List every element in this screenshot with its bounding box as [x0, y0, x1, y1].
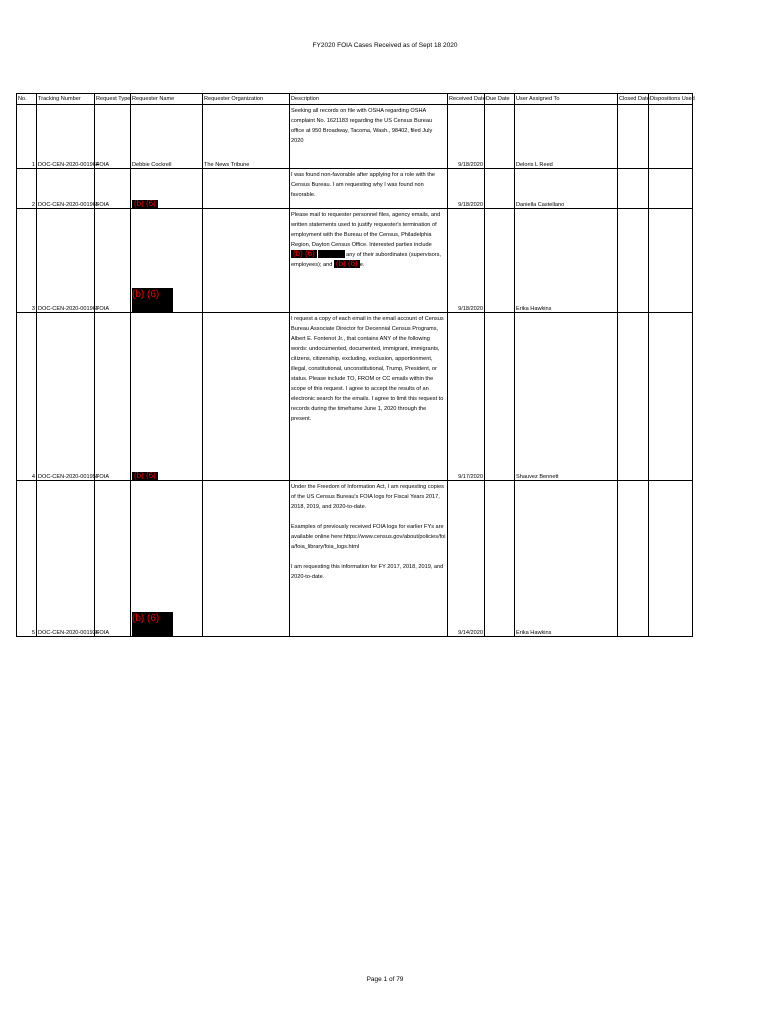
description-text: Seeking all records on file with OSHA regarding OSHA complaint No. 1621183 regarding the US Census Bureau office at 950 Broadway, Tacoma, Wash., 98402, filed July 2020	[291, 108, 433, 144]
requester-organization	[203, 481, 290, 637]
table-row	[17, 169, 693, 209]
col-received-date: Received Date	[448, 94, 485, 105]
row-number: 5	[17, 481, 37, 637]
request-type: FOIA	[95, 313, 131, 481]
closed-date	[618, 169, 649, 209]
request-type: FOIA	[95, 169, 131, 209]
due-date	[485, 313, 515, 481]
col-requester-name: Requester Name	[131, 94, 203, 105]
user-assigned: Erika Hawkins	[515, 209, 618, 313]
dispositions	[649, 481, 693, 637]
table-row	[17, 313, 693, 481]
tracking-number: DOC-CEN-2020-001964	[37, 105, 95, 169]
description-text: any of their subordinates (supervisors, employees); and	[291, 252, 441, 268]
col-closed-date: Closed Date	[618, 94, 649, 105]
description-text: e.	[359, 262, 365, 268]
redaction-box: (b) (6)	[335, 259, 358, 268]
row-number: 4	[17, 313, 37, 481]
description	[290, 209, 448, 313]
col-description: Description	[290, 94, 448, 105]
redaction-box: (b) (6)	[293, 249, 315, 258]
user-assigned: Daniella Castellano	[515, 169, 618, 209]
description	[290, 313, 448, 481]
requester-name	[131, 209, 203, 313]
received-date: 9/18/2020	[448, 209, 485, 313]
description-text: Under the Freedom of Information Act, I am requesting copies of the US Census Bureau's FOIA logs for Fiscal Years 2017, 2018, 2019, and 2020-to-date.	[291, 484, 444, 510]
dispositions	[649, 105, 693, 169]
foia-cases-table	[16, 93, 693, 637]
description-text: I request a copy of each email in the email account of Census Bureau Associate Director for Decennial Census Programs, Albert E. Fontenot Jr., that contains ANY of the following words: undocumented, documented, immigrant, immigrants, citizens, citizenship, excluding, exclusion, apportionment, illegal, constitutional, unconstitutional, Trump, President, or status. Please include TO, FROM or CC emails within the scope of this request. I agree to accept the results of an electronic search for the emails. I agree to limit this request to records during the timeframe June 1, 2020 through the present.	[291, 316, 444, 422]
requester-organization	[203, 209, 290, 313]
user-assigned: Erika Hawkins	[515, 481, 618, 637]
description	[290, 481, 448, 637]
redaction-box: (b) (6)	[132, 612, 173, 636]
header-row	[17, 94, 693, 105]
due-date	[485, 169, 515, 209]
requester-organization: The News Tribune	[203, 105, 290, 169]
col-user-assigned: User Assigned To	[515, 94, 618, 105]
requester-organization	[203, 169, 290, 209]
description-text: I am requesting this information for FY 2017, 2018, 2019, and 2020-to-date.	[291, 564, 444, 580]
col-dispositions: Dispositions Used	[649, 94, 693, 105]
row-number: 2	[17, 169, 37, 209]
col-no: No.	[17, 94, 37, 105]
due-date	[485, 105, 515, 169]
user-assigned: Shauvez Bennett	[515, 313, 618, 481]
dispositions	[649, 209, 693, 313]
document-title: FY2020 FOIA Cases Received as of Sept 18 2020	[312, 42, 458, 49]
received-date: 9/14/2020	[448, 481, 485, 637]
requester-name	[131, 169, 203, 209]
request-type: FOIA	[95, 481, 131, 637]
requester-name	[131, 481, 203, 637]
col-due-date: Due Date	[485, 94, 515, 105]
requester-name: Debbie Cockrell	[131, 105, 203, 169]
table-row	[17, 209, 693, 313]
closed-date	[618, 481, 649, 637]
closed-date	[618, 209, 649, 313]
closed-date	[618, 313, 649, 481]
description-text: I was found non-favorable after applying for a role with the Census Bureau. I am requesting why I was found non favorable.	[291, 172, 435, 198]
tracking-number: DOC-CEN-2020-001957	[37, 313, 95, 481]
dispositions	[649, 313, 693, 481]
page-number: Page 1 of 79	[366, 976, 404, 983]
received-date: 9/17/2020	[448, 313, 485, 481]
redaction-box: (b) (6)	[134, 471, 156, 480]
due-date	[485, 481, 515, 637]
col-request-type: Request Type	[95, 94, 131, 105]
due-date	[485, 209, 515, 313]
received-date: 9/18/2020	[448, 105, 485, 169]
description-text: Please mail to requester personnel files, agency emails, and written statements used to justify requester's termination of employment with the Bureau of the Census, Philadelphia Region, Dayton Census Office. Interested parties include	[291, 212, 441, 248]
col-requester-organization: Requester Organization	[203, 94, 290, 105]
tracking-number: DOC-CEN-2020-001965	[37, 169, 95, 209]
redaction-box: (b) (6)	[132, 288, 173, 312]
requester-name	[131, 313, 203, 481]
description	[290, 105, 448, 169]
redaction-box	[318, 250, 344, 258]
tracking-number: DOC-CEN-2020-001967	[37, 209, 95, 313]
table-row	[17, 105, 693, 169]
request-type: FOIA	[95, 209, 131, 313]
requester-organization	[203, 313, 290, 481]
table-row	[17, 481, 693, 637]
row-number: 1	[17, 105, 37, 169]
dispositions	[649, 169, 693, 209]
redaction-box: (b) (6)	[134, 199, 156, 208]
description	[290, 169, 448, 209]
request-type: FOIA	[95, 105, 131, 169]
user-assigned: Deloris L Reed	[515, 105, 618, 169]
closed-date	[618, 105, 649, 169]
description-text: Examples of previously received FOIA logs for earlier FYs are available online here:https://www.census.gov/about/policies/foia/foia_library/foia_logs.html	[291, 524, 446, 550]
col-tracking-number: Tracking Number	[37, 94, 95, 105]
row-number: 3	[17, 209, 37, 313]
tracking-number: DOC-CEN-2020-001936	[37, 481, 95, 637]
received-date: 9/18/2020	[448, 169, 485, 209]
